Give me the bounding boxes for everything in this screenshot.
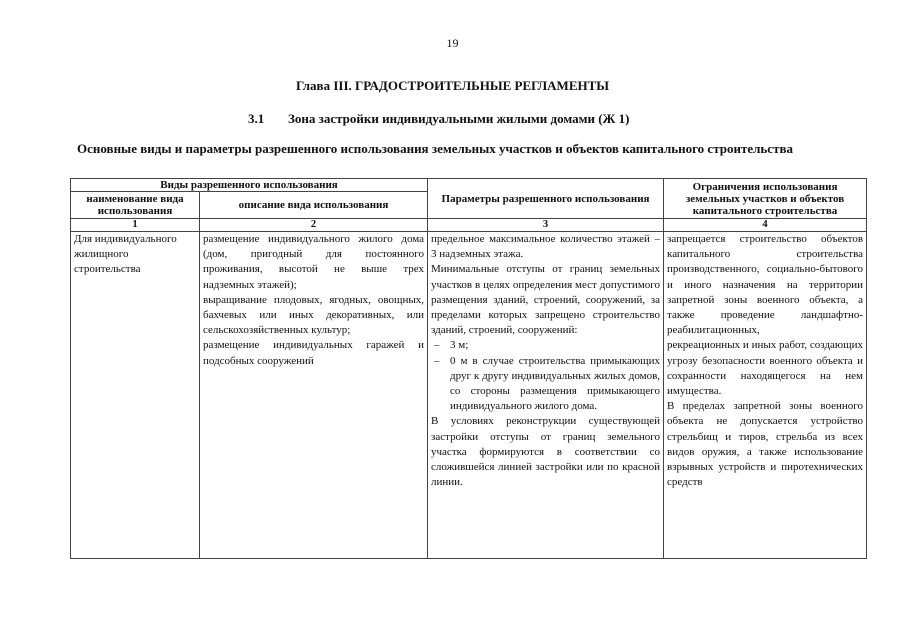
restrictions-paragraph: рекреационных и иных работ, создающих угрозу безопасности военного объекта и сохранности находящегося на нем имущества.	[667, 339, 864, 398]
col-number: 3	[428, 219, 664, 232]
use-description-cell	[200, 232, 428, 559]
dash-bullet: –	[434, 354, 440, 367]
col-number: 1	[71, 219, 200, 232]
header-group: Виды разрешенного использования	[71, 179, 428, 192]
list-item-text: 3 м;	[450, 339, 469, 352]
table-heading: Основные виды и параметры разрешенного использования земельных участков и объектов капитального строительства	[77, 141, 793, 156]
col2-header: описание вида использования	[200, 192, 428, 219]
description-line: размещение индивидуальных гаражей и подсобных сооружений	[203, 339, 425, 367]
chapter-title: Глава III. ГРАДОСТРОИТЕЛЬНЫЕ РЕГЛАМЕНТЫ	[295, 78, 610, 93]
setback-list	[431, 338, 660, 414]
restrictions-cell	[664, 232, 867, 559]
dash-bullet: –	[434, 339, 440, 352]
zone-heading	[248, 111, 629, 127]
description-line: выращивание плодовых, ягодных, овощных, бахчевых или иных декоративных, или сельскохозяйственных культур;	[203, 293, 425, 337]
list-item	[431, 354, 660, 415]
col4-header: Ограничения использования земельных участков и объектов капитального строительства	[664, 179, 867, 219]
use-name-cell	[71, 232, 200, 559]
list-item-text: 0 м в случае строительства примыкающих друг к другу индивидуальных жилых домов, со стороны размещения примыкающего индивидуального жилого дома.	[450, 354, 661, 413]
col-number: 2	[200, 219, 428, 232]
col3-header: Параметры разрешенного использования	[428, 179, 664, 219]
table-row	[71, 232, 867, 559]
params-paragraph: В условиях реконструкции существующей застройки отступы от границ земельного участка формируются в соответствии со сложившейся линией застройки или по красной линии.	[431, 415, 661, 489]
zone-title: Зона застройки индивидуальными жилыми домами (Ж 1)	[288, 111, 630, 126]
regulations-table	[70, 178, 867, 559]
restrictions-paragraph: В пределах запретной зоны военного объекта не допускается устройство стрельбищ и тиров, стрельба из всех видов оружия, а также использование взрывных устройств и пиротехнических средств	[667, 400, 864, 489]
params-paragraph: Минимальные отступы от границ земельных участков в целях определения мест допустимого размещения зданий, строений, сооружений, за пределами которых запрещено строительство зданий, строений, сооружений:	[431, 263, 661, 337]
description-line: размещение индивидуального жилого дома (дом, пригодный для постоянного проживания, высотой не выше трех надземных этажей);	[203, 233, 425, 291]
restrictions-paragraph: запрещается строительство объектов капитального строительства производственного, социально-бытового и иного назначения на территории запретной зоны военного объекта, а также проведение ландшафтно-реабилитационных,	[667, 233, 864, 337]
use-name: Для индивидуального жилищного строительства	[74, 233, 177, 276]
list-item	[431, 338, 660, 353]
col-number: 4	[664, 219, 867, 232]
zone-number: 3.1	[248, 111, 265, 126]
params-paragraph: предельное максимальное количество этажей – 3 надземных этажа.	[431, 233, 661, 261]
page-number: 19	[446, 36, 459, 50]
col1-header: наименование вида использования	[71, 192, 200, 219]
params-cell	[428, 232, 664, 559]
